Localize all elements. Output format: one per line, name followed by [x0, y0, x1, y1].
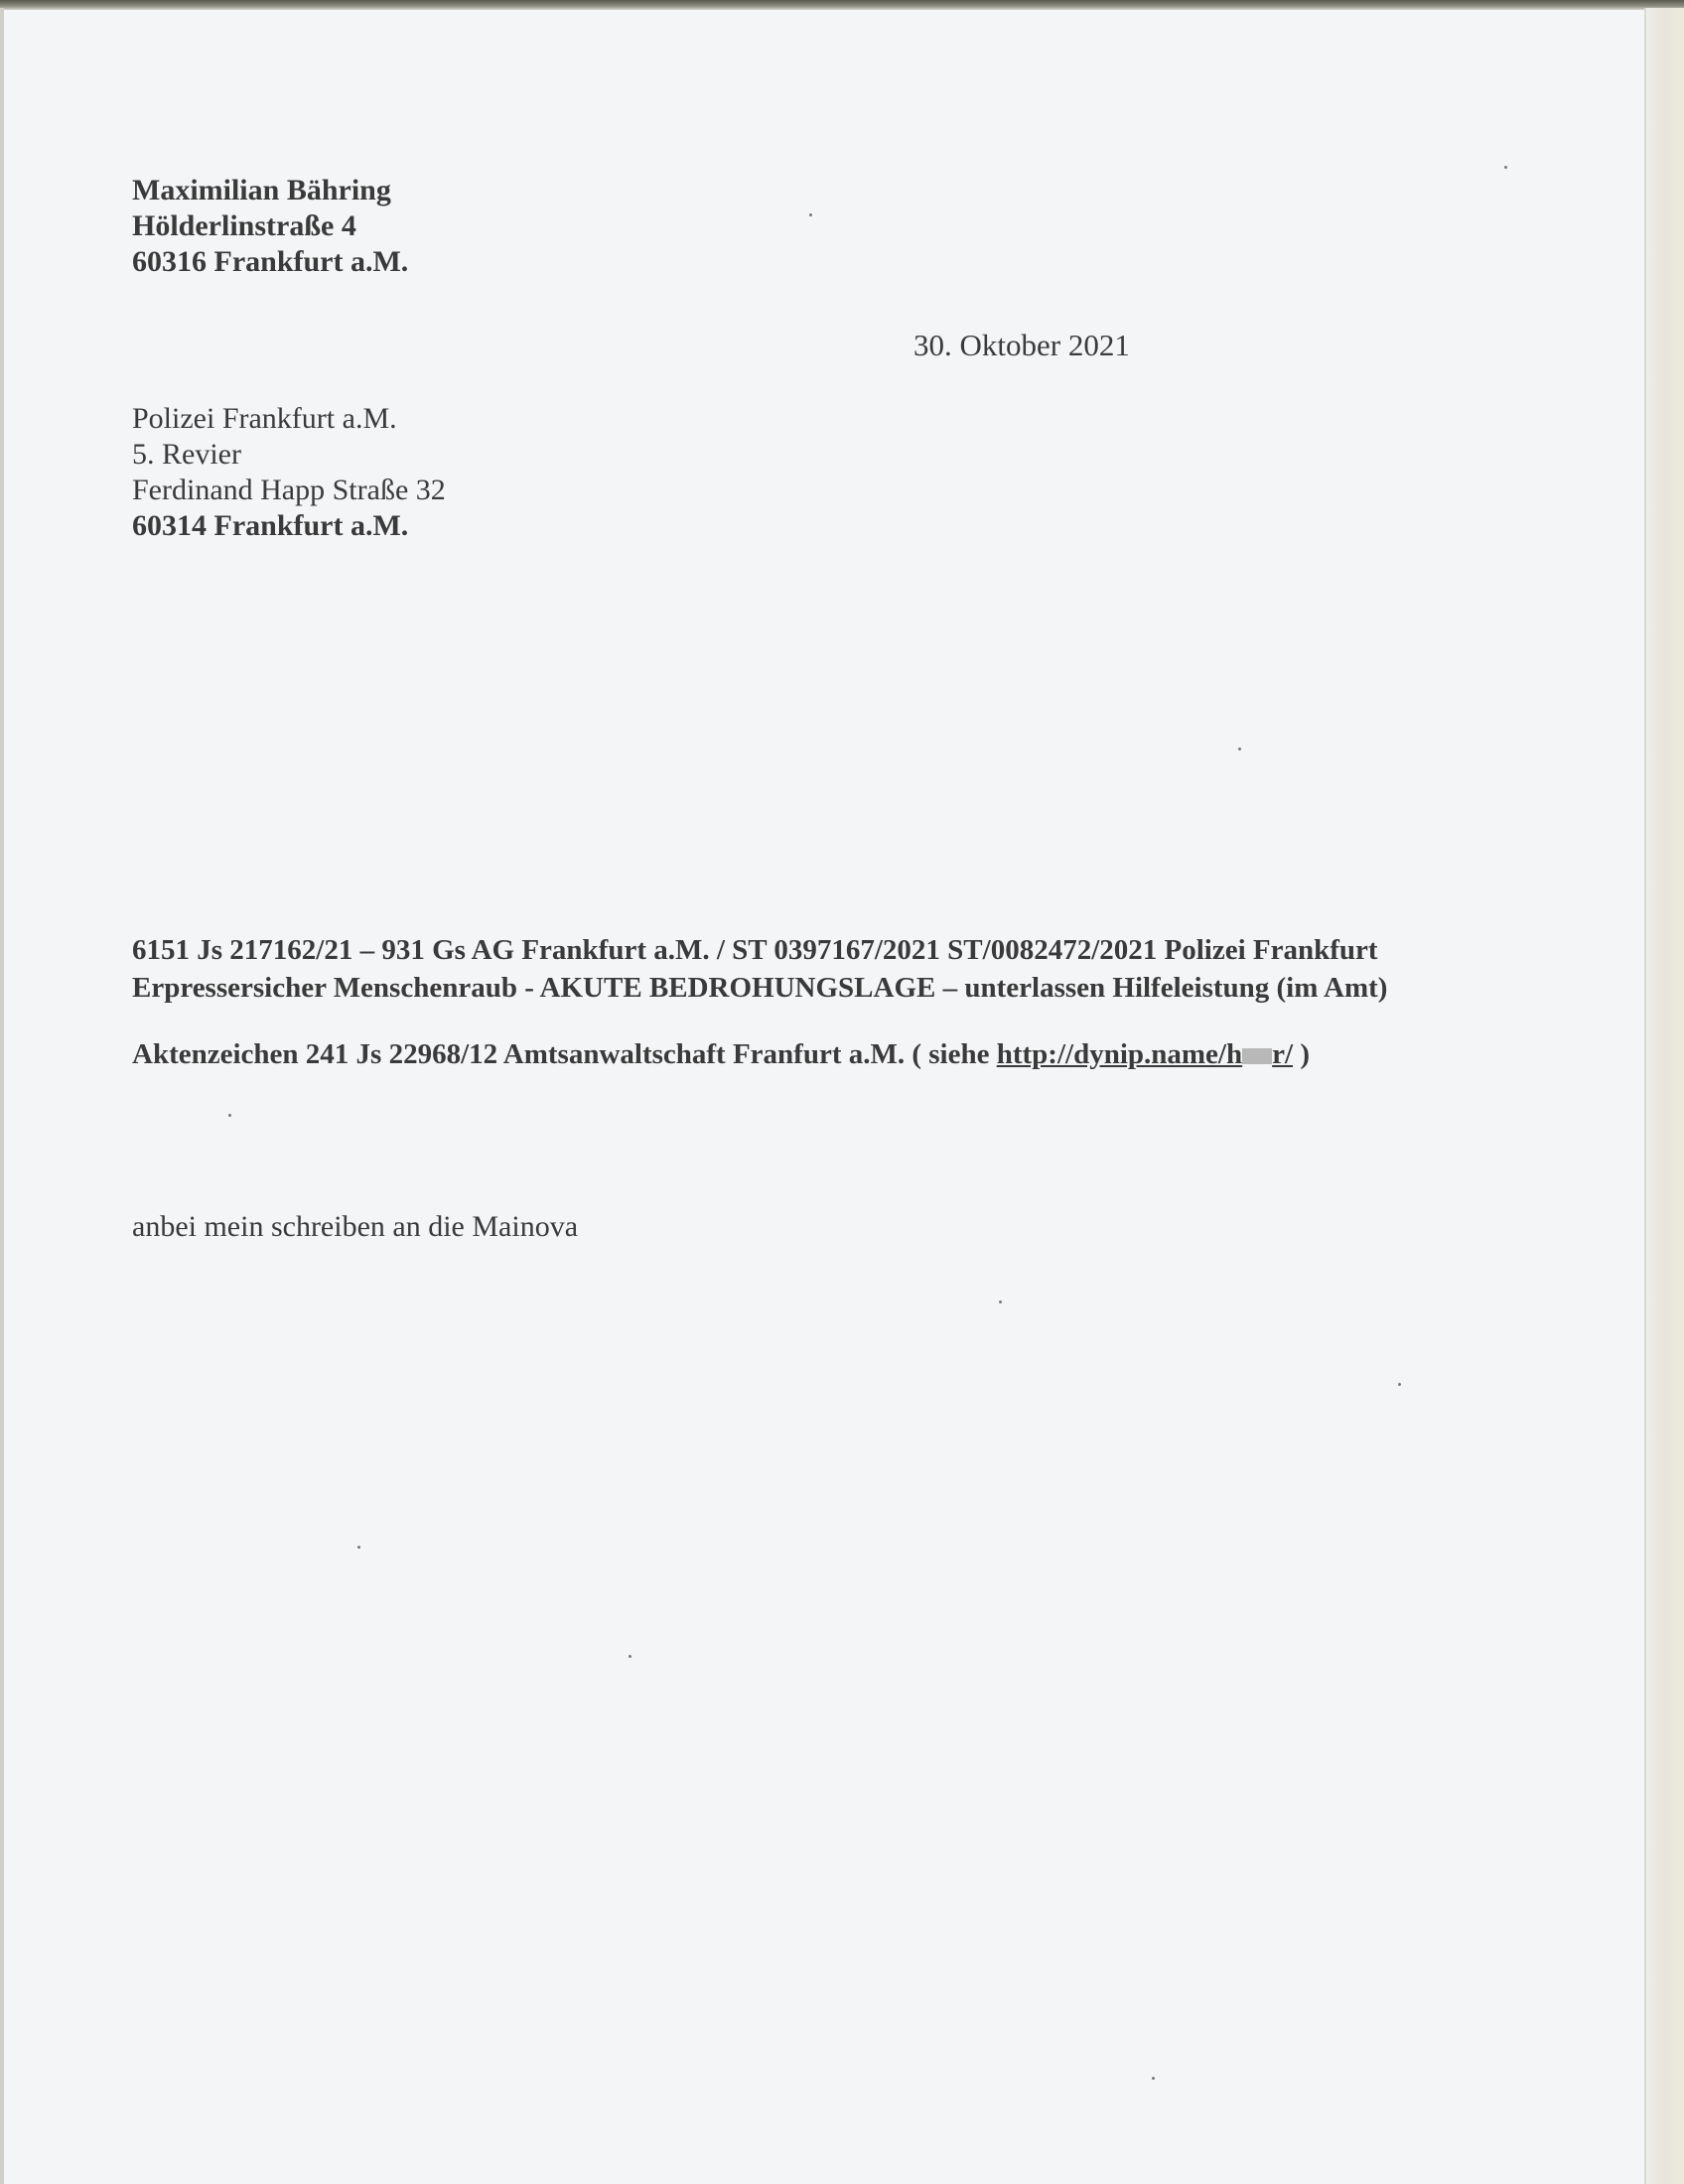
- sender-name: Maximilian Bähring: [132, 174, 391, 206]
- link-start: http://dynip.name/h: [996, 1038, 1243, 1070]
- scan-speck: [357, 1546, 360, 1549]
- subject-line-1: 6151 Js 217162/21 – 931 Gs AG Frankfurt a.M. / ST 0397167/2021 ST/0082472/2021 Polizei Frankfurt: [132, 934, 1378, 966]
- recipient-address: [132, 401, 446, 544]
- scan-left-edge: [0, 8, 4, 2184]
- recipient-line-3: Ferdinand Happ Straße 32: [132, 474, 446, 506]
- link-end: r/: [1272, 1038, 1294, 1070]
- subject-line-2: Erpressersicher Menschenraub - AKUTE BEDROHUNGSLAGE – unterlassen Hilfeleistung (im Amt): [132, 972, 1388, 1004]
- scan-speck: [1152, 2077, 1155, 2080]
- scan-speck: [999, 1300, 1002, 1303]
- aktenzeichen-prefix: Aktenzeichen 241 Js 22968/12 Amtsanwaltschaft Franfurt a.M. ( siehe: [132, 1038, 997, 1070]
- letter-date: 30. Oktober 2021: [913, 328, 1130, 362]
- subject-block: [132, 931, 1387, 1007]
- redaction-mark: [1242, 1048, 1272, 1064]
- sender-street: Hölderlinstraße 4: [132, 209, 356, 242]
- body-text: anbei mein schreiben an die Mainova: [132, 1210, 579, 1243]
- recipient-line-2: 5. Revier: [132, 438, 241, 471]
- recipient-line-1: Polizei Frankfurt a.M.: [132, 402, 397, 435]
- scan-speck: [809, 213, 812, 216]
- sender-address: [132, 173, 408, 280]
- aktenzeichen-link[interactable]: [997, 1038, 1293, 1070]
- scan-speck: [1504, 166, 1507, 169]
- scan-speck: [1398, 1383, 1401, 1386]
- aktenzeichen-suffix: ): [1293, 1038, 1310, 1070]
- aktenzeichen-line: [132, 1035, 1310, 1073]
- scan-top-border: [0, 0, 1684, 10]
- scan-speck: [1238, 748, 1241, 751]
- recipient-line-4: 60314 Frankfurt a.M.: [132, 509, 409, 542]
- sender-city: 60316 Frankfurt a.M.: [132, 245, 409, 278]
- scan-right-edge: [1646, 8, 1684, 2184]
- scan-speck: [228, 1114, 231, 1117]
- scan-speck: [629, 1655, 632, 1658]
